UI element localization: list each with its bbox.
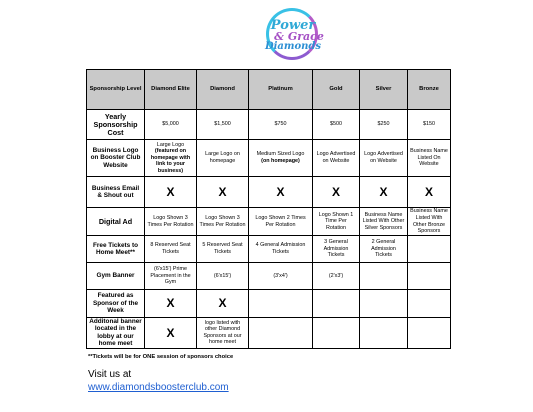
table-cell: 4 General Admission Tickets [249,236,313,263]
power-grace-diamonds-logo [262,6,324,62]
table-cell: Business Name Listed On Website [408,140,451,177]
table-cell: $500 [313,110,360,140]
header-silver: Silver [360,70,408,110]
table-row [87,318,451,349]
table-cell [360,318,408,349]
table-cell [249,177,313,208]
table-cell [360,177,408,208]
logo-text-power: Power [270,18,316,33]
table-cell [408,236,451,263]
table-cell [408,177,451,208]
row-label: Business Logo on Booster Club Website [87,140,145,177]
x-mark: X [424,184,433,199]
table-cell [408,318,451,349]
table-row [87,236,451,263]
table-cell: (6'x15') [197,263,249,290]
table-row [87,208,451,236]
x-mark: X [379,184,388,199]
table-row [87,290,451,318]
logo-text-diamonds: Diamonds [264,41,322,52]
table-cell: $750 [249,110,313,140]
table-cell: Business Name Listed With Other Silver Sponsors [360,208,408,236]
table-cell: 3 General Admission Tickets [313,236,360,263]
x-mark: X [331,184,340,199]
table-row [87,110,451,140]
table-cell [408,263,451,290]
x-mark: X [166,296,175,311]
table-cell [360,290,408,318]
table-cell [249,290,313,318]
table-cell: Large Logo on homepage [197,140,249,177]
x-mark: X [218,296,227,311]
row-label: Additonal banner located in the lobby at our home meet [87,318,145,349]
table-cell: (6'x15') Prime Placement in the Gym [145,263,197,290]
row-label: Business Email & Shout out [87,177,145,208]
table-cell [360,263,408,290]
table-cell [249,140,313,177]
table-cell: 5 Reserved Seat Tickets [197,236,249,263]
logo-text-grace: & Grace [274,30,324,43]
header-diamond-elite: Diamond Elite [145,70,197,110]
table-cell: (2'x3') [313,263,360,290]
row-label: Gym Banner [87,263,145,290]
tickets-footnote: **Tickets will be for ONE session of sponsors choice [88,354,234,360]
cell-text-bold: (on homepage) [261,158,300,164]
table-cell [145,140,197,177]
website-link[interactable]: www.diamondsboosterclub.com [88,382,229,393]
table-cell: Business Name Listed With Other Bronze Sponsors [408,208,451,236]
table-cell [197,177,249,208]
row-label: Featured as Sponsor of the Week [87,290,145,318]
table-cell [313,177,360,208]
x-mark: X [166,184,175,199]
header-bronze: Bronze [408,70,451,110]
header-diamond: Diamond [197,70,249,110]
sponsorship-table [86,69,451,349]
table-cell [145,318,197,349]
table-cell [313,290,360,318]
table-cell [145,177,197,208]
table-cell: $5,000 [145,110,197,140]
row-label: Digital Ad [87,208,145,236]
x-mark: X [166,325,175,340]
table-cell: Logo Shown 2 Times Per Rotation [249,208,313,236]
table-cell [408,290,451,318]
row-label: Yearly Sponsorship Cost [87,110,145,140]
table-row [87,177,451,208]
table-cell: Logo Shown 3 Times Per Rotation [145,208,197,236]
x-mark: X [276,184,285,199]
table-cell: 8 Reserved Seat Tickets [145,236,197,263]
visit-us-label: Visit us at [88,369,132,380]
table-cell: Logo Advertised on Website [313,140,360,177]
x-mark: X [218,184,227,199]
header-platinum: Platinum [249,70,313,110]
row-label: Free Tickets to Home Meet** [87,236,145,263]
table-row [87,263,451,290]
cell-text: Medium Sized Logo [256,151,305,158]
table-cell: Logo Advertised on Website [360,140,408,177]
table-cell: Logo Shown 3 Times Per Rotation [197,208,249,236]
header-gold: Gold [313,70,360,110]
table-cell [249,318,313,349]
table-cell: $1,500 [197,110,249,140]
table-cell: (3'x4') [249,263,313,290]
header-row [87,70,451,110]
cell-text-bold: (featured on homepage with link to your business) [150,148,191,174]
table-cell: Logo Shown 1 Time Per Rotation [313,208,360,236]
table-cell [145,290,197,318]
table-row [87,140,451,177]
table-cell: logo listed with other Diamond Sponsors at our home meet [197,318,249,349]
table-cell: $150 [408,110,451,140]
header-sponsorship-level: Sponsorship Level [87,70,145,110]
table-cell [197,290,249,318]
cell-text: Large Logo [156,141,185,148]
table-cell: 2 General Admission Tickets [360,236,408,263]
table-cell [313,318,360,349]
table-cell: $250 [360,110,408,140]
